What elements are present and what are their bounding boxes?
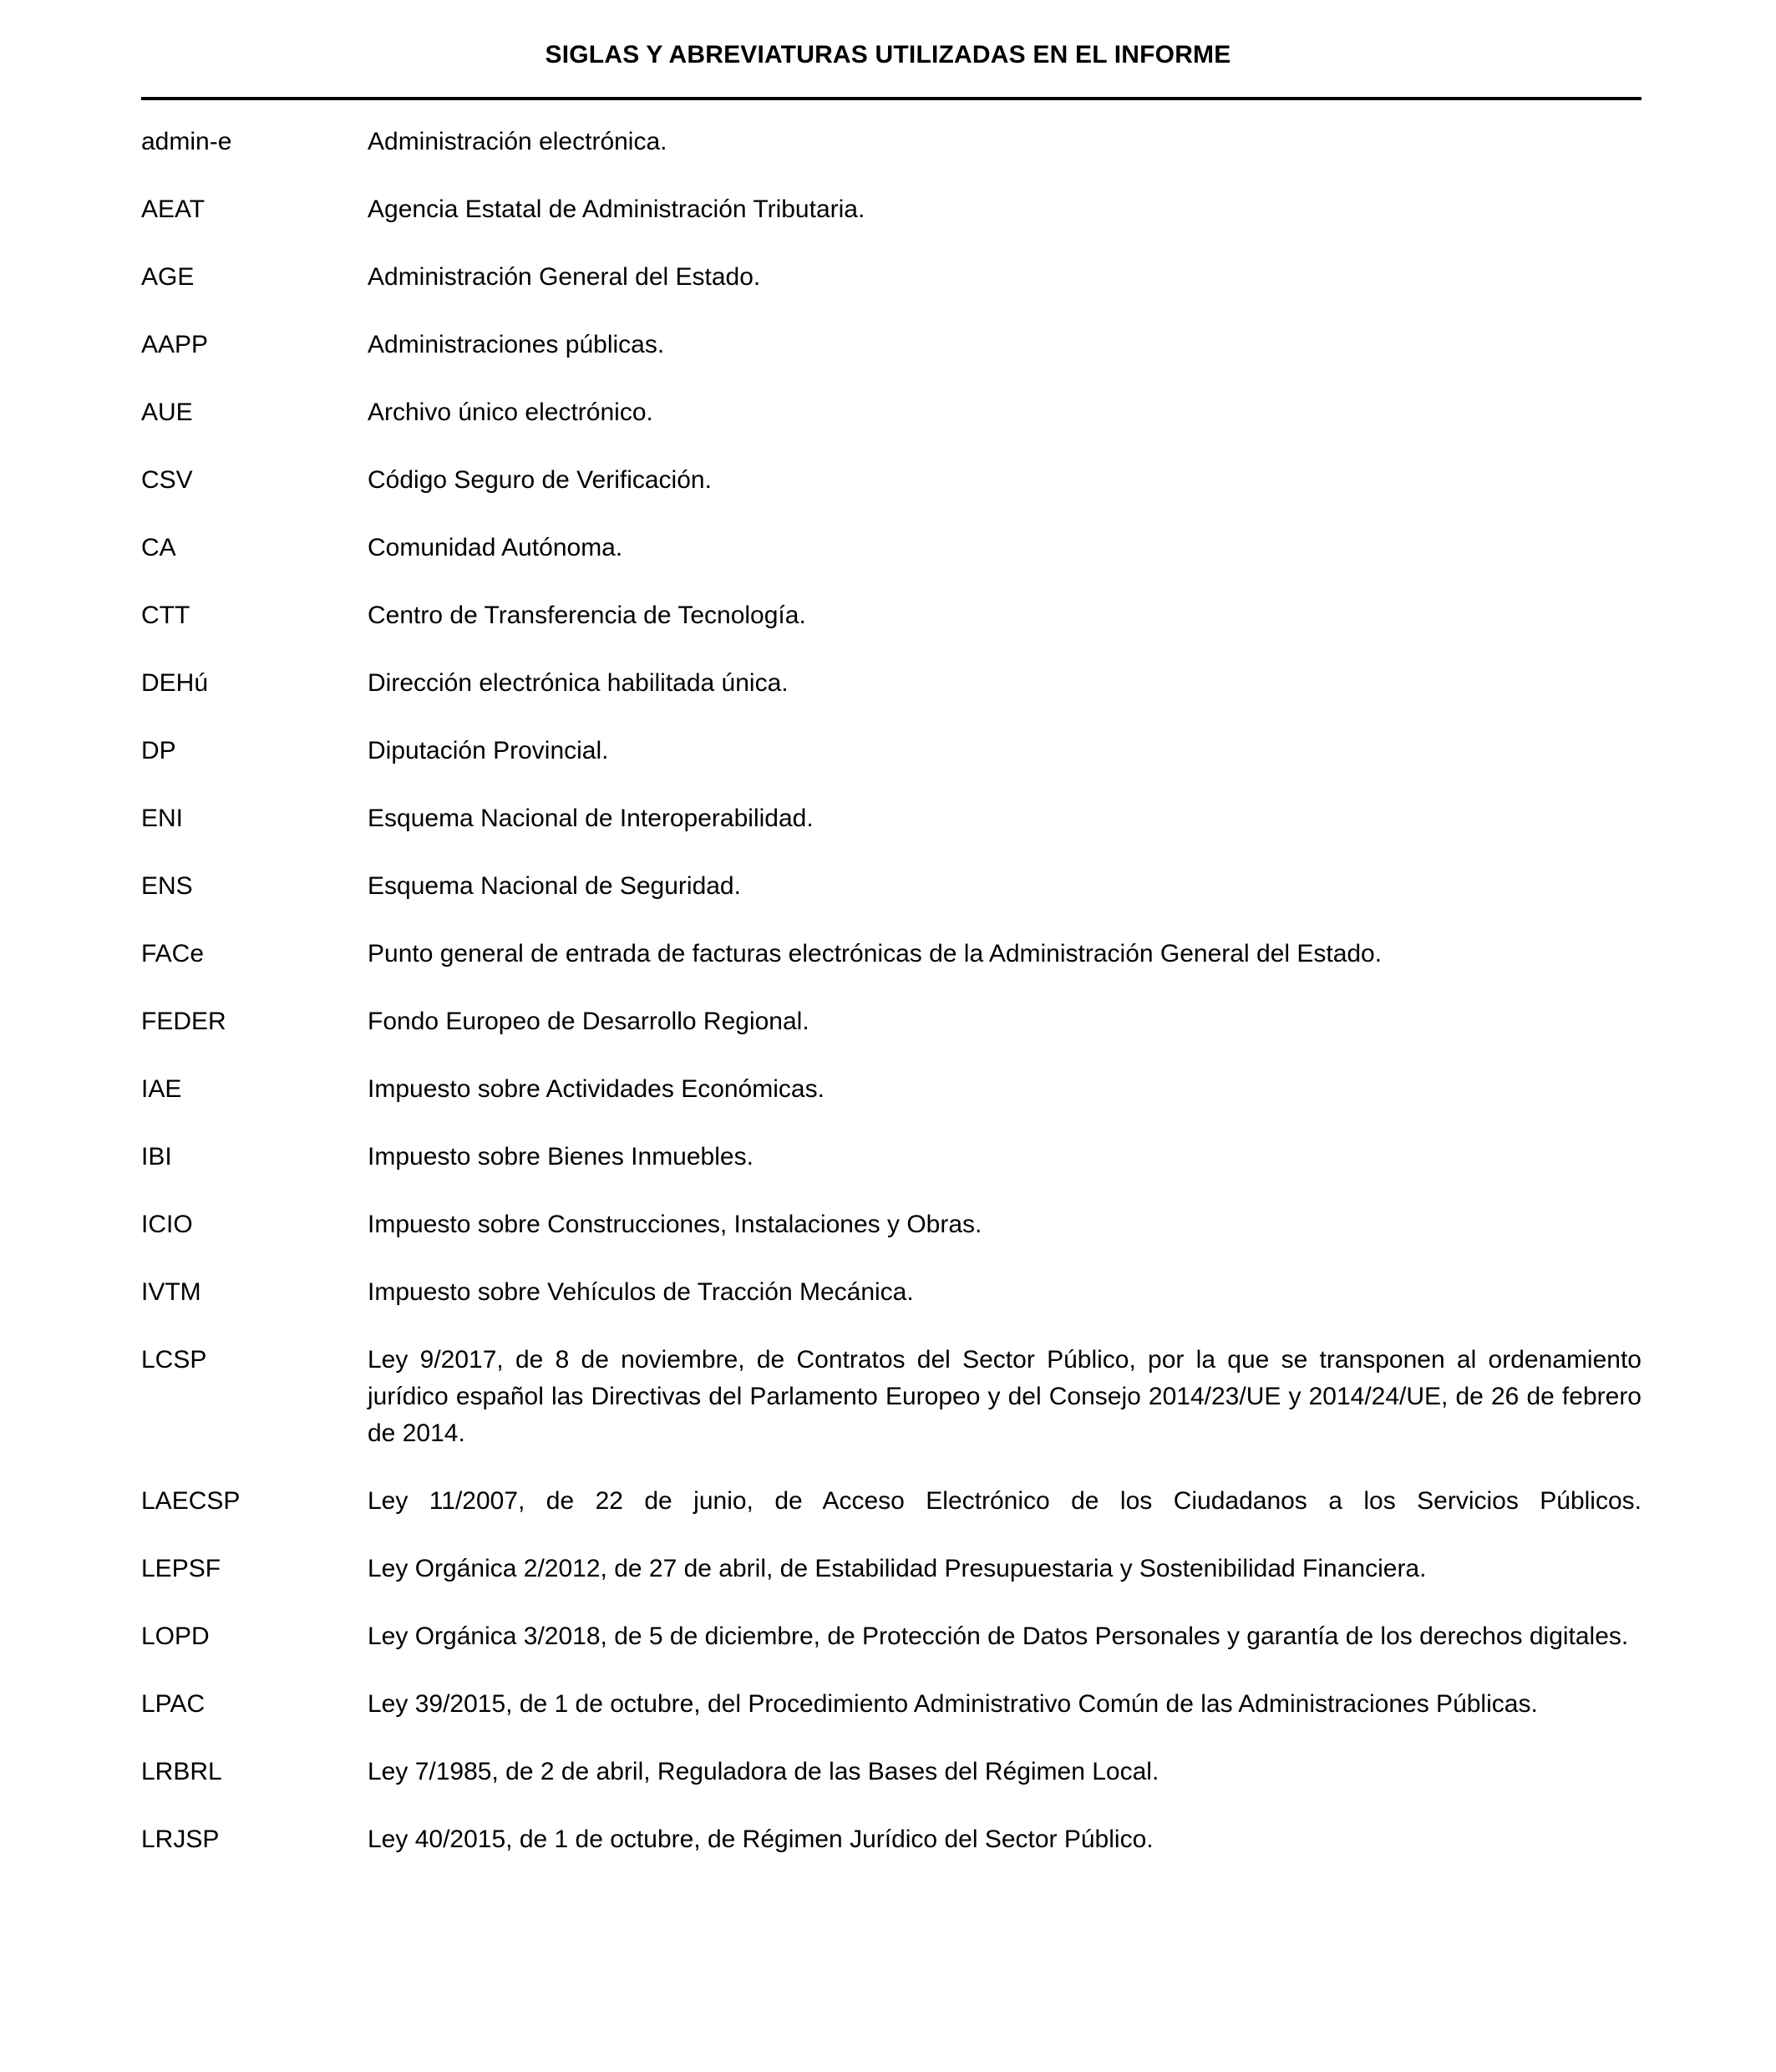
abbreviation-row — [141, 1342, 1642, 1452]
abbreviation-term: admin-e — [141, 128, 232, 155]
abbreviation-definition: Ley Orgánica 2/2012, de 27 de abril, de Estabilidad Presupuestaria y Sostenibilidad Financiera. — [368, 1555, 1427, 1582]
abbreviation-term: CA — [141, 534, 176, 561]
abbreviation-definition: Ley 39/2015, de 1 de octubre, del Procedimiento Administrativo Común de las Administraciones Públicas. — [368, 1690, 1538, 1718]
abbreviation-row — [141, 191, 1642, 228]
abbreviation-definition: Impuesto sobre Actividades Económicas. — [368, 1075, 825, 1103]
abbreviation-row — [141, 1274, 1642, 1311]
abbreviation-row — [141, 733, 1642, 769]
abbreviation-definition: Ley 7/1985, de 2 de abril, Reguladora de las Bases del Régimen Local. — [368, 1758, 1159, 1785]
abbreviation-row — [141, 1206, 1642, 1243]
abbreviation-row — [141, 1483, 1642, 1520]
abbreviation-definition: Diputación Provincial. — [368, 737, 609, 764]
abbreviation-term: AEAT — [141, 196, 206, 223]
abbreviation-term: ENI — [141, 805, 184, 832]
abbreviation-term: ENS — [141, 872, 193, 900]
abbreviation-definition: Fondo Europeo de Desarrollo Regional. — [368, 1008, 809, 1035]
abbreviation-row — [141, 1754, 1642, 1790]
abbreviation-term: IAE — [141, 1075, 182, 1103]
abbreviation-row — [141, 1686, 1642, 1723]
abbreviation-definition: Archivo único electrónico. — [368, 399, 653, 426]
abbreviation-definition: Ley 11/2007, de 22 de junio, de Acceso Electrónico de los Ciudadanos a los Servicios Públicos. — [368, 1487, 1642, 1515]
abbreviation-definition: Ley 9/2017, de 8 de noviembre, de Contratos del Sector Público, por la que se transponen al ordenamiento jurídico español las Directivas del Parlamento Europeo y del Consejo 2014/23/UE y 2014/24/UE, de 26 de febrero de 2014. — [368, 1346, 1642, 1447]
abbreviation-row — [141, 665, 1642, 702]
abbreviation-row — [141, 800, 1642, 837]
abbreviation-term: LOPD — [141, 1623, 210, 1650]
abbreviation-definition: Dirección electrónica habilitada única. — [368, 669, 789, 697]
abbreviation-definition: Impuesto sobre Vehículos de Tracción Mecánica. — [368, 1278, 914, 1306]
abbreviation-term: LCSP — [141, 1346, 207, 1374]
abbreviation-row — [141, 1139, 1642, 1176]
abbreviation-definition: Esquema Nacional de Seguridad. — [368, 872, 741, 900]
abbreviation-row — [141, 868, 1642, 905]
abbreviation-term: DP — [141, 737, 176, 764]
abbreviation-row — [141, 1821, 1642, 1858]
abbreviation-definition: Esquema Nacional de Interoperabilidad. — [368, 805, 814, 832]
abbreviation-term: ICIO — [141, 1211, 193, 1238]
abbreviation-definition: Centro de Transferencia de Tecnología. — [368, 602, 806, 629]
abbreviation-row — [141, 124, 1642, 160]
title-divider — [141, 97, 1642, 100]
abbreviation-definition: Impuesto sobre Bienes Inmuebles. — [368, 1143, 754, 1171]
abbreviation-term: FACe — [141, 940, 205, 967]
abbreviation-term: IVTM — [141, 1278, 201, 1306]
abbreviation-definition: Código Seguro de Verificación. — [368, 466, 712, 494]
abbreviation-row — [141, 1551, 1642, 1587]
abbreviation-definition: Ley 40/2015, de 1 de octubre, de Régimen Jurídico del Sector Público. — [368, 1826, 1154, 1853]
abbreviation-term: LRJSP — [141, 1826, 220, 1853]
abbreviation-row — [141, 327, 1642, 363]
abbreviation-definition: Administración General del Estado. — [368, 263, 761, 291]
abbreviation-term: CTT — [141, 602, 190, 629]
abbreviation-term: CSV — [141, 466, 193, 494]
abbreviation-row — [141, 936, 1642, 973]
abbreviation-term: LRBRL — [141, 1758, 222, 1785]
abbreviation-row — [141, 1618, 1642, 1655]
abbreviation-row — [141, 1071, 1642, 1108]
abbreviation-definition: Impuesto sobre Construcciones, Instalaciones y Obras. — [368, 1211, 982, 1238]
abbreviation-row — [141, 1003, 1642, 1040]
abbreviation-row — [141, 597, 1642, 634]
abbreviation-definition: Agencia Estatal de Administración Tributaria. — [368, 196, 865, 223]
abbreviation-definition: Comunidad Autónoma. — [368, 534, 623, 561]
abbreviation-row — [141, 394, 1642, 431]
abbreviation-term: LEPSF — [141, 1555, 221, 1582]
abbreviation-term: FEDER — [141, 1008, 226, 1035]
abbreviation-definition: Ley Orgánica 3/2018, de 5 de diciembre, de Protección de Datos Personales y garantía de los derechos digitales. — [368, 1623, 1629, 1650]
abbreviation-term: DEHú — [141, 669, 209, 697]
abbreviations-list — [141, 124, 1642, 1858]
abbreviation-definition: Administración electrónica. — [368, 128, 667, 155]
abbreviation-row — [141, 530, 1642, 566]
page-title: SIGLAS Y ABREVIATURAS UTILIZADAS EN EL INFORME — [545, 41, 1231, 69]
abbreviation-term: AGE — [141, 263, 195, 291]
abbreviation-row — [141, 259, 1642, 296]
abbreviation-term: LPAC — [141, 1690, 206, 1718]
abbreviation-definition: Administraciones públicas. — [368, 331, 665, 358]
abbreviation-term: LAECSP — [141, 1487, 241, 1515]
abbreviation-definition: Punto general de entrada de facturas electrónicas de la Administración General del Estado. — [368, 940, 1383, 967]
abbreviation-term: AAPP — [141, 331, 209, 358]
abbreviation-row — [141, 462, 1642, 499]
abbreviation-term: IBI — [141, 1143, 172, 1171]
abbreviation-term: AUE — [141, 399, 193, 426]
